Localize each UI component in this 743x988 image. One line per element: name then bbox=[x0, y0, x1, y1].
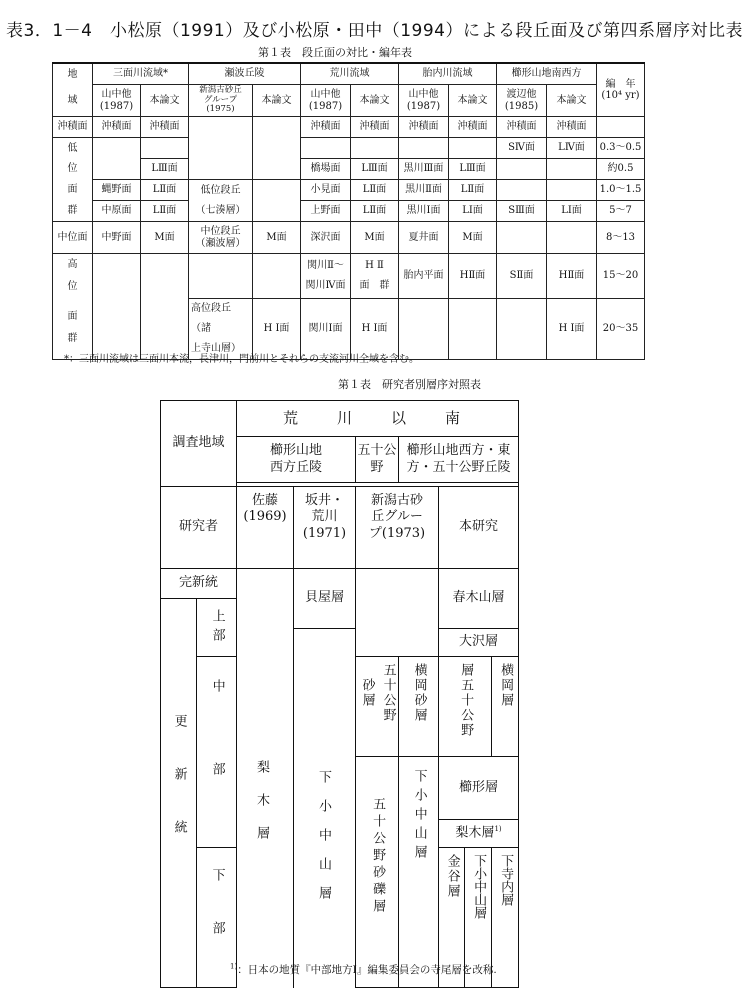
table-cell: 胎内平面 bbox=[399, 254, 449, 299]
group-kushigata: 櫛形山地南西方 bbox=[497, 63, 597, 85]
table-cell: 低位段丘 bbox=[189, 180, 253, 201]
group-arakawa: 荒川流域 bbox=[301, 63, 399, 85]
table-cell: 高位段丘（諸 上寺山層） bbox=[189, 298, 253, 359]
arakawa-south bbox=[237, 401, 519, 437]
table-cell: 黒川Ⅲ面 bbox=[399, 159, 449, 180]
shimokonaka-layer-1 bbox=[314, 770, 333, 915]
table-cell: 中原面 bbox=[93, 201, 141, 222]
table-cell: 沖積面 bbox=[141, 117, 189, 138]
yokooka-sand-layer bbox=[399, 657, 439, 757]
table-cell: H Ⅰ面 bbox=[547, 298, 597, 359]
table-cell bbox=[547, 159, 597, 180]
sub-header: 山中他 (1987) bbox=[399, 85, 449, 117]
table-cell bbox=[253, 254, 301, 299]
table-cell bbox=[237, 569, 294, 629]
researcher-niigata: 新潟古砂 丘グルー プ(1973) bbox=[356, 487, 439, 569]
table-cell: M面 bbox=[141, 222, 189, 254]
kushigata-layer: 櫛形層 bbox=[439, 757, 519, 820]
table1-caption: 第１表 段丘面の対比・編年表 bbox=[258, 46, 412, 59]
table-cell: SⅡ面 bbox=[497, 254, 547, 299]
table-cell bbox=[356, 569, 439, 657]
row-label-low: 低 bbox=[53, 138, 93, 159]
table-cell: LⅡ面 bbox=[351, 180, 399, 201]
table-cell: HⅡ面 bbox=[547, 254, 597, 299]
table-cell bbox=[399, 138, 449, 159]
table2-caption: 第１表 研究者別層序対照表 bbox=[338, 378, 481, 391]
nashiki-text: 梨木層 bbox=[455, 825, 495, 841]
sub-header: 本論文 bbox=[449, 85, 497, 117]
page-title: 表3．1－4 小松原（1991）及び小松原・田中（1994）による段丘面及び第四系層序対比表 bbox=[6, 21, 743, 41]
table-cell bbox=[497, 222, 547, 254]
sub-header: 本論文 bbox=[351, 85, 399, 117]
table-cell: 中位段丘 （瀬波層） bbox=[189, 222, 253, 254]
nashinoki-layer-sato bbox=[252, 760, 271, 859]
table-cell: M面 bbox=[253, 222, 301, 254]
igarashino-gravel-text: 五十公野砂礫層 bbox=[370, 797, 386, 916]
table-cell bbox=[547, 222, 597, 254]
row-label-low: 面 bbox=[53, 180, 93, 201]
sub-header: 本論文 bbox=[253, 85, 301, 117]
table-cell: M面 bbox=[351, 222, 399, 254]
researcher-this-study: 本研究 bbox=[439, 487, 519, 569]
table-cell: 蝿野面 bbox=[93, 180, 141, 201]
sub-header: 山中他 (1987) bbox=[93, 85, 141, 117]
table-cell: LⅡ面 bbox=[351, 201, 399, 222]
researcher-label: 研究者 bbox=[161, 487, 237, 569]
so-igarashino-layer bbox=[439, 657, 492, 757]
igarashino-gravel-layer bbox=[356, 757, 399, 988]
yokooka-sand-text: 横岡砂層 bbox=[411, 663, 427, 723]
table-cell bbox=[497, 180, 547, 201]
sub-header: 渡辺他 (1985) bbox=[497, 85, 547, 117]
survey-area-label: 調査地域 bbox=[161, 401, 237, 487]
pleistocene-label bbox=[161, 599, 197, 988]
table-cell: （七湊層） bbox=[189, 201, 253, 222]
table-cell: LⅢ面 bbox=[351, 159, 399, 180]
sub-header: 新潟古砂丘 グループ(1975) bbox=[189, 85, 253, 117]
table-cell: 関川Ⅱ～ 関川Ⅳ面 bbox=[301, 254, 351, 299]
table-cell bbox=[301, 138, 351, 159]
shimokonaka-text-2: 下小中山層 bbox=[411, 769, 427, 864]
table-cell: 中野面 bbox=[93, 222, 141, 254]
group-miomote: 三面川流域* bbox=[93, 63, 189, 85]
header-age bbox=[597, 63, 645, 117]
table-cell: H Ⅰ面 bbox=[351, 298, 399, 359]
table-cell bbox=[253, 201, 301, 222]
kanaya-text: 金谷層 bbox=[444, 854, 460, 899]
table-cell bbox=[93, 159, 141, 180]
nashinoki-text-sato: 梨木層 bbox=[254, 760, 269, 859]
table-cell bbox=[237, 629, 294, 657]
table-cell: 沖積面 bbox=[93, 117, 141, 138]
row-label-high bbox=[53, 254, 93, 299]
arakawa-text: 荒 川 以 南 bbox=[283, 408, 473, 427]
age-unit: (10⁴ yr) bbox=[601, 90, 640, 101]
table-cell: 夏井面 bbox=[399, 222, 449, 254]
table-cell: 15～20 bbox=[597, 254, 645, 299]
table-cell bbox=[497, 298, 547, 359]
table-cell: 黒川Ⅰ面 bbox=[399, 201, 449, 222]
table1-footnote: *：三面川流域は三面川本流，長津川，門前川とそれらの支流河川全域を含む。 bbox=[64, 354, 419, 365]
table-cell: 橋場面 bbox=[301, 159, 351, 180]
group-tainai: 胎内川流域 bbox=[399, 63, 497, 85]
table-cell bbox=[497, 159, 547, 180]
middle-text: 中部 bbox=[209, 679, 225, 845]
lower-text: 下部 bbox=[209, 868, 225, 974]
table-cell: HⅡ面 bbox=[449, 254, 497, 299]
table-cell: 1.0～1.5 bbox=[597, 180, 645, 201]
sub-header: 本論文 bbox=[141, 85, 189, 117]
table-cell: 沖積面 bbox=[301, 117, 351, 138]
shimokonaka-layer-2 bbox=[399, 757, 439, 988]
harukiyama-layer: 春木山層 bbox=[439, 569, 519, 629]
stratigraphy-table bbox=[160, 400, 519, 988]
sub-header: 本論文 bbox=[547, 85, 597, 117]
table-cell bbox=[93, 138, 141, 159]
terrace-correlation-table bbox=[52, 62, 645, 360]
table-cell: 沖積面 bbox=[449, 117, 497, 138]
table-cell: H Ⅰ面 bbox=[253, 298, 301, 359]
table-cell: 沖積面 bbox=[547, 117, 597, 138]
label-char: 群 bbox=[67, 333, 78, 345]
middle-label bbox=[197, 657, 237, 848]
area-kushigata-west: 櫛形山地 西方丘陵 bbox=[237, 437, 356, 483]
sub-header: 山中他 (1987) bbox=[301, 85, 351, 117]
table-cell: SⅣ面 bbox=[497, 138, 547, 159]
table-cell: LⅡ面 bbox=[449, 180, 497, 201]
table-cell bbox=[449, 138, 497, 159]
footnote-text: ：日本の地質『中部地方Ⅰ』編集委員会の寺尾層を改称. bbox=[237, 964, 497, 976]
table-cell: LⅣ面 bbox=[547, 138, 597, 159]
table-cell: 5～7 bbox=[597, 201, 645, 222]
group-senami: 瀬波丘陵 bbox=[189, 63, 301, 85]
upper-text: 上部 bbox=[209, 608, 225, 647]
osawa-layer: 大沢層 bbox=[439, 629, 519, 657]
table-cell: LⅢ面 bbox=[449, 159, 497, 180]
table2-footnote: $^{1)}$：日本の地質『中部地方Ⅰ』編集委員会の寺尾層を改称. bbox=[230, 962, 497, 976]
researcher-sato: 佐藤 (1969) bbox=[237, 487, 294, 569]
nashiki-layer: 梨木層$^{1)}$ bbox=[439, 820, 519, 848]
header-region: 地 bbox=[53, 63, 93, 85]
table-cell: 約0.5 bbox=[597, 159, 645, 180]
table-cell: LⅠ面 bbox=[547, 201, 597, 222]
row-label-low: 位 bbox=[53, 159, 93, 180]
shimokonaka-text-1: 下小中山層 bbox=[316, 770, 331, 915]
pleistocene-text: 更新統 bbox=[171, 713, 187, 873]
label-char: 位 bbox=[67, 281, 78, 292]
researcher-sakai: 坂井・ 荒川 (1971) bbox=[294, 487, 356, 569]
table-cell: LⅢ面 bbox=[141, 159, 189, 180]
yokooka-text: 横岡層 bbox=[498, 663, 514, 708]
table-cell: 沖積面 bbox=[351, 117, 399, 138]
table-cell: 黒川Ⅱ面 bbox=[399, 180, 449, 201]
table-cell: SⅢ面 bbox=[497, 201, 547, 222]
table-cell: 20～35 bbox=[597, 298, 645, 359]
row-label-low: 群 bbox=[53, 201, 93, 222]
sand-layer bbox=[356, 657, 399, 757]
table-cell bbox=[597, 117, 645, 138]
so-igarashino-text: 層五十公野 bbox=[458, 663, 474, 738]
table-cell bbox=[253, 180, 301, 201]
table-cell bbox=[141, 254, 189, 299]
table-cell: H Ⅱ 面 群 bbox=[351, 254, 399, 299]
table-cell bbox=[449, 298, 497, 359]
table-cell bbox=[351, 138, 399, 159]
table-cell bbox=[189, 117, 253, 180]
table-cell: LⅠ面 bbox=[449, 201, 497, 222]
upper-label bbox=[197, 599, 237, 657]
table-cell bbox=[189, 254, 253, 299]
table-cell bbox=[141, 138, 189, 159]
table-cell bbox=[253, 117, 301, 180]
table-cell bbox=[547, 180, 597, 201]
area-combined: 櫛形山地西方・東 方・五十公野丘陵 bbox=[399, 437, 519, 483]
yokooka-layer bbox=[492, 657, 519, 757]
row-label-alluvial: 沖積面 bbox=[53, 117, 93, 138]
table-cell: M面 bbox=[449, 222, 497, 254]
area-igarashino: 五十公野 bbox=[356, 437, 399, 483]
table-cell: 0.3～0.5 bbox=[597, 138, 645, 159]
kaiya-layer: 貝屋層 bbox=[294, 569, 356, 629]
table-cell: 上野面 bbox=[301, 201, 351, 222]
table-cell: 深沢面 bbox=[301, 222, 351, 254]
table-cell: 沖積面 bbox=[399, 117, 449, 138]
sand-text: 砂層 bbox=[359, 678, 375, 708]
age-label: 編 年 bbox=[605, 78, 636, 90]
table-cell: LⅡ面 bbox=[141, 201, 189, 222]
row-label-mid: 中位面 bbox=[53, 222, 93, 254]
igarashino-text: 五十公野 bbox=[380, 663, 396, 723]
table-cell: LⅡ面 bbox=[141, 180, 189, 201]
table-cell: 8～13 bbox=[597, 222, 645, 254]
table-cell bbox=[93, 254, 141, 299]
label-char: 面 bbox=[67, 311, 78, 323]
table-cell: 小見面 bbox=[301, 180, 351, 201]
header-region-2: 域 bbox=[53, 85, 93, 117]
table-cell: 関川Ⅰ面 bbox=[301, 298, 351, 359]
shimoterauchi-text: 下寺内層 bbox=[498, 854, 514, 906]
holocene-label: 完新統 bbox=[161, 569, 237, 599]
table-cell: 沖積面 bbox=[497, 117, 547, 138]
shimokonaka-text-3: 下小中山層 bbox=[471, 854, 487, 919]
label-char: 高 bbox=[67, 259, 78, 270]
